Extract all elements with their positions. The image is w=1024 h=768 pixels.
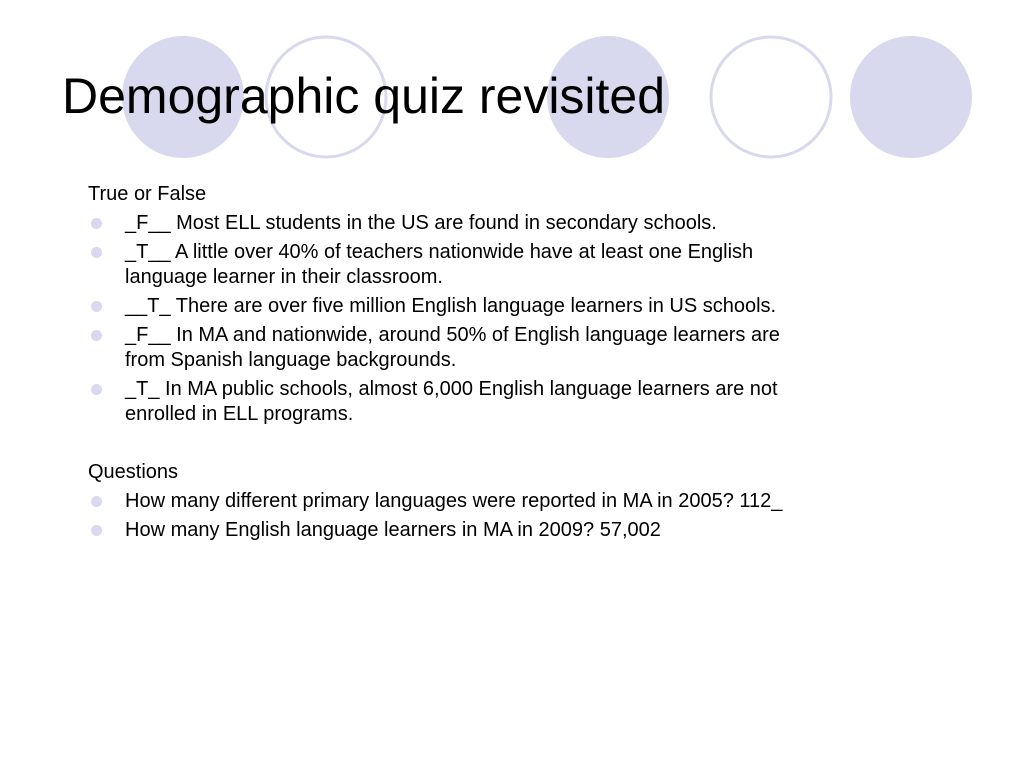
list-item	[88, 489, 808, 514]
list-item-text: How many English language learners in MA in 2009? 57,002	[125, 519, 661, 541]
bullet-dot-icon	[91, 330, 102, 341]
slide-body	[88, 182, 808, 547]
bullet-dot-icon	[91, 384, 102, 395]
bullet-dot-icon	[91, 525, 102, 536]
list-item	[88, 323, 808, 373]
bullet-dot-icon	[91, 301, 102, 312]
decor-circle-filled-3	[850, 36, 972, 158]
decor-circle-outline-2	[711, 37, 831, 157]
list-item	[88, 377, 808, 427]
list-item	[88, 211, 808, 236]
bullet-dot-icon	[91, 496, 102, 507]
list-item-text: _F__ In MA and nationwide, around 50% of English language learners are from Spanish language backgrounds.	[125, 324, 780, 371]
bullet-dot-icon	[91, 247, 102, 258]
list-item-text: _T__ A little over 40% of teachers nationwide have at least one English language learner in their classroom.	[125, 241, 754, 288]
list-item	[88, 518, 808, 543]
slide-title: Demographic quiz revisited	[62, 68, 666, 124]
bullet-dot-icon	[91, 218, 102, 229]
list-item-text: _T_ In MA public schools, almost 6,000 English language learners are not enrolled in ELL programs.	[125, 378, 778, 425]
list-item-text: How many different primary languages were reported in MA in 2005? 112_	[125, 490, 783, 512]
list-item	[88, 294, 808, 319]
true-false-list	[88, 211, 808, 427]
list-item	[88, 240, 808, 290]
list-item-text: _F__ Most ELL students in the US are found in secondary schools.	[125, 212, 717, 234]
section-heading-questions: Questions	[88, 461, 179, 483]
questions-list	[88, 489, 808, 543]
list-item-text: __T_ There are over five million English language learners in US schools.	[125, 295, 777, 317]
section-heading-true-false: True or False	[88, 183, 207, 205]
